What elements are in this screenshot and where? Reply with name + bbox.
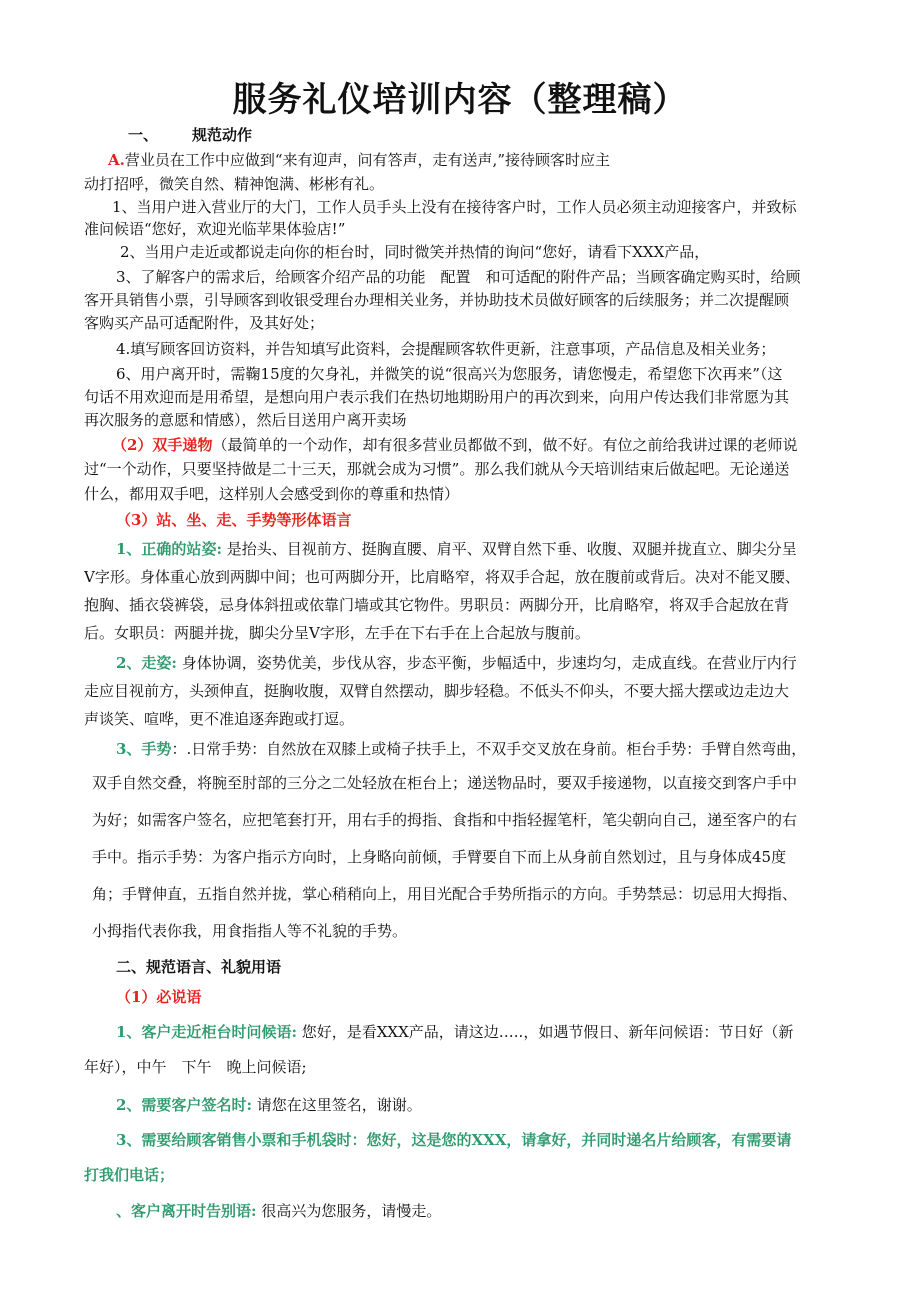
body-language-heading: （3）站、坐、走、手势等形体语言: [116, 511, 352, 529]
stand-label: 1、正确的站姿:: [116, 540, 222, 558]
paragraph-6-line-2: 句话不用欢迎而是用希望，是想向用户表示我们在热切地期盼用户的再次到来，向用户传达我们非常愿为其: [84, 388, 790, 406]
stand-line-4: 后。女职员：两腿并拢，脚尖分呈V字形，左手在下右手在上合起放与腹前。: [84, 624, 590, 642]
hand-line-6: 小拇指代表你我，用食指指人等不礼貌的手势。: [92, 922, 408, 940]
must-say-heading: （1）必说语: [116, 988, 202, 1006]
hand-label: 3、手势: [116, 740, 172, 758]
two-hands-line-1: （2）双手递物（最简单的一个动作，却有很多营业员都做不到，做不好。有位之前给我讲过课的老师说: [112, 436, 798, 454]
paragraph-3-line-3: 客购买产品可适配附件，及其好处；: [84, 314, 325, 332]
farewell-line: 、客户离开时告别语: 很高兴为您服务，请慢走。: [116, 1202, 442, 1220]
section-1-heading: [128, 124, 894, 146]
paragraph-3-line-1: 3、了解客户的需求后，给顾客介绍产品的功能 配置 和可适配的附件产品；当顾客确定购买时，给顾: [116, 268, 801, 286]
greeting-line-1: 1、客户走近柜台时问候语: 您好，是看XXX产品，请这边…..，如遇节假日、新年问候语：节日好（新: [116, 1023, 794, 1041]
walk-line-1: 2、走姿: 身体协调，姿势优美，步伐从容，步态平衡，步幅适中，步速均匀，走成直线。在营业厅内行: [116, 654, 797, 672]
hand-line-5: 角；手臂伸直，五指自然并拢，掌心稍稍向上，用目光配合手势所指示的方向。手势禁忌：切忌用大拇指、: [92, 885, 798, 903]
paragraph-6-line-3: 再次服务的意愿和情感），然后目送用户离开卖场: [84, 411, 407, 429]
walk-line-3: 声谈笑、喧哗，更不准追逐奔跑或打逗。: [84, 710, 355, 728]
section-1-number: 一、: [128, 126, 159, 144]
hand-line-3: 为好；如需客户签名，应把笔套打开，用右手的拇指、食指和中指轻握笔杆，笔尖朝向自己，递至客户的右: [92, 811, 798, 829]
walk-line-2: 走应目视前方，头颈伸直，挺胸收腹，双臂自然摆动，脚步轻稳。不低头不仰头，不要大摇大摆或边走边大: [84, 682, 790, 700]
section-2-heading: 二、规范语言、礼貌用语: [116, 958, 282, 976]
stand-line-1: 1、正确的站姿: 是抬头、目视前方、挺胸直腰、肩平、双臂自然下垂、收腹、双腿并拢直立、脚尖分呈: [116, 540, 797, 558]
signature-line: 2、需要客户签名时: 请您在这里签名，谢谢。: [116, 1096, 422, 1114]
hand-line-4: 手中。指示手势：为客户指示方向时，上身略向前倾，手臂要自下而上从身前自然划过，且与身体成45度: [92, 848, 787, 866]
receipt-line-1: 3、需要给顾客销售小票和手机袋时：您好，这是您的XXX，请拿好，并同时递名片给顾客，有需要请: [116, 1131, 792, 1149]
paragraph-a-label: A.: [108, 151, 125, 169]
receipt-line-2: 打我们电话；: [84, 1166, 175, 1184]
stand-line-2: V字形。身体重心放到两脚中间；也可两脚分开，比肩略窄，将双手合起，放在腹前或背后。决对不能叉腰、: [84, 568, 800, 586]
paragraph-1-line-1: 1、当用户进入营业厅的大门，工作人员手头上没有在接待客户时，工作人员必须主动迎接客户，并致标: [112, 198, 797, 216]
greeting-line-2: 年好），中午 下午 晚上问候语;: [84, 1058, 307, 1076]
paragraph-a-line-2: 动打招呼，微笑自然、精神饱满、彬彬有礼。: [84, 175, 385, 193]
paragraph-4-line-1: 4.填写顾客回访资料，并告知填写此资料，会提醒顾客软件更新，注意事项，产品信息及相关业务；: [116, 340, 776, 358]
two-hands-line-3: 什么，都用双手吧，这样别人会感受到你的尊重和热情）: [84, 485, 460, 503]
two-hands-label: （2）双手递物: [112, 436, 213, 454]
paragraph-a-line-1: A.营业员在工作中应做到“来有迎声，问有答声，走有送声,”接待顾客时应主: [108, 151, 610, 169]
greeting-label: 1、客户走近柜台时问候语:: [116, 1023, 297, 1041]
paragraph-2-line-1: 2、当用户走近或都说走向你的柜台时，同时微笑并热情的询问“您好，请看下XXX产品，: [120, 243, 710, 261]
section-1-title: 规范动作: [192, 126, 253, 144]
walk-label: 2、走姿:: [116, 654, 177, 672]
two-hands-line-2: 过“一个动作，只要坚持做是二十三天，那就会成为习惯”。那么我们就从今天培训结束后做起吧。无论递送: [84, 460, 790, 478]
signature-label: 2、需要客户签名时:: [116, 1096, 252, 1114]
farewell-label: 、客户离开时告别语:: [116, 1202, 257, 1220]
hand-line-1: 3、手势：.日常手势：自然放在双膝上或椅子扶手上，不双手交叉放在身前。柜台手势：手臂自然弯曲，: [116, 740, 807, 758]
document-title: 服务礼仪培训内容（整理稿）: [232, 80, 688, 120]
paragraph-1-line-2: 准问候语“您好，欢迎光临苹果体验店!”: [84, 220, 346, 238]
paragraph-3-line-2: 客开具销售小票，引导顾客到收银受理台办理相关业务，并协助技术员做好顾客的后续服务；并二次提醒顾: [84, 291, 790, 309]
paragraph-6-line-1: 6、用户离开时，需鞠15度的欠身礼，并微笑的说“很高兴为您服务，请您慢走，希望您下次再来”（这: [116, 365, 783, 383]
stand-line-3: 抱胸、插衣袋裤袋，忌身体斜扭或依靠门墙或其它物件。男职员：两脚分开，比肩略窄，将双手合起放在背: [84, 596, 790, 614]
hand-line-2: 双手自然交叠，将腕至肘部的三分之二处轻放在柜台上；递送物品时，要双手接递物，以直接交到客户手中: [92, 774, 798, 792]
